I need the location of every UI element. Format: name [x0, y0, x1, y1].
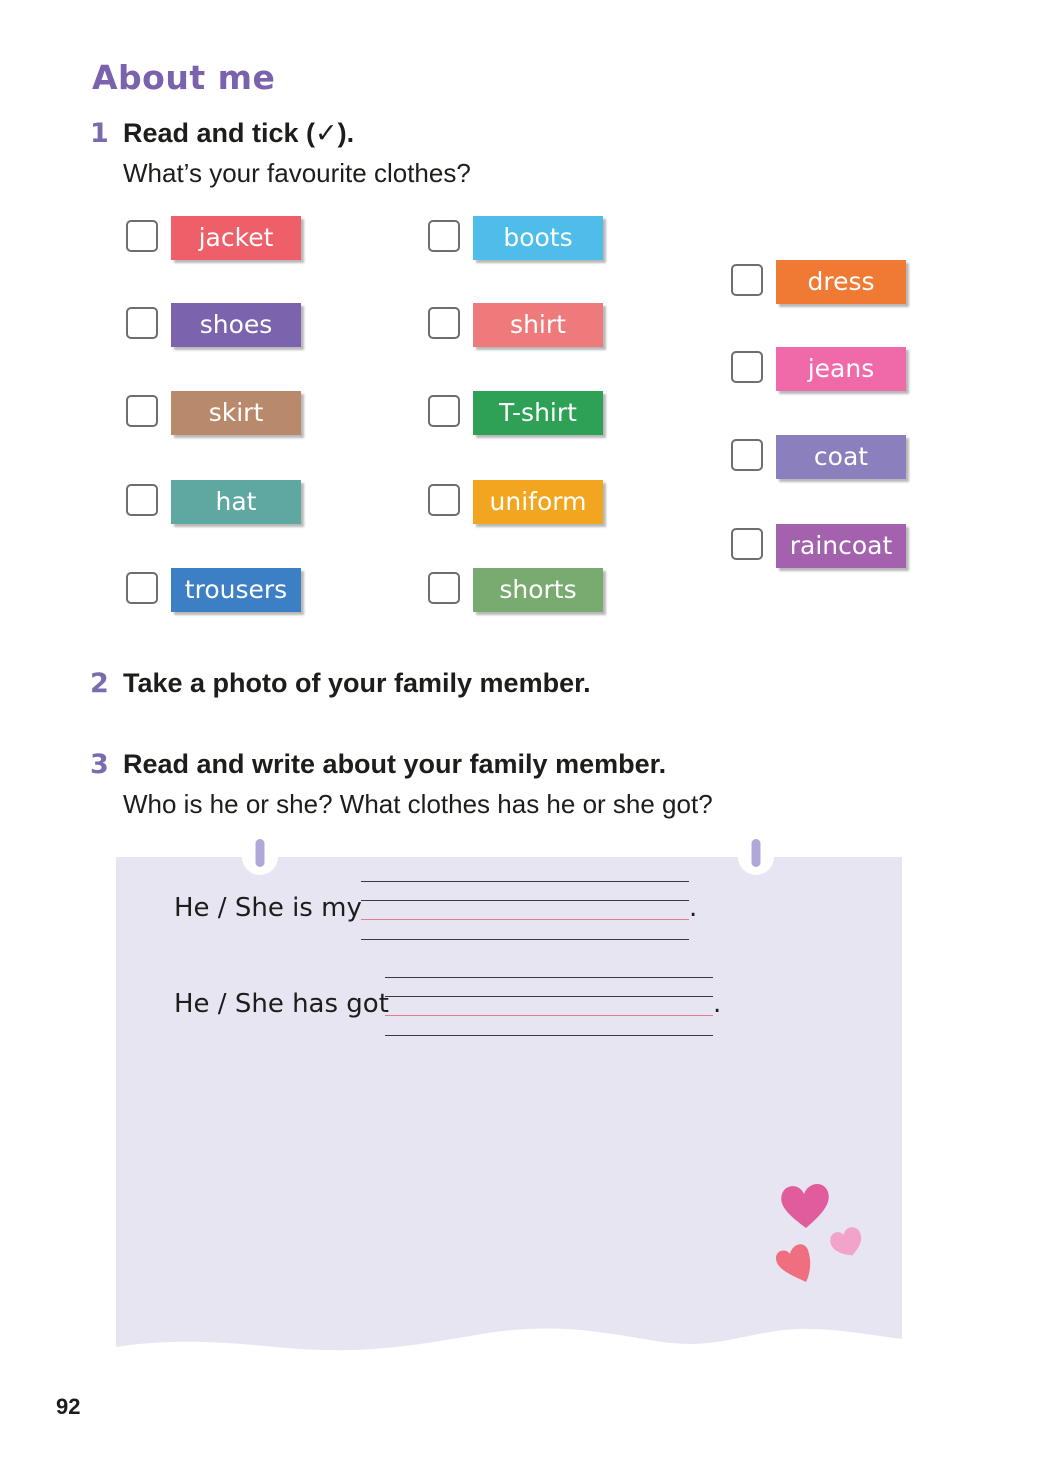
word-tag-t-shirt: T-shirt — [473, 391, 603, 435]
tick-box-jacket[interactable] — [126, 220, 158, 252]
tick-box-shirt[interactable] — [428, 307, 460, 339]
sentence-1-period: . — [689, 893, 698, 923]
word-tag-skirt: skirt — [171, 391, 301, 435]
pin-right-icon — [738, 836, 774, 878]
task-3-number: 3 — [90, 749, 109, 780]
word-tag-raincoat: raincoat — [776, 524, 906, 568]
pin-left-icon — [242, 836, 278, 878]
section-title: About me — [92, 58, 276, 97]
word-tag-jacket: jacket — [171, 216, 301, 260]
tick-box-coat[interactable] — [731, 439, 763, 471]
word-tag-trousers: trousers — [171, 568, 301, 612]
tick-box-dress[interactable] — [731, 264, 763, 296]
tick-box-skirt[interactable] — [126, 395, 158, 427]
tick-box-hat[interactable] — [126, 484, 158, 516]
sentence-1-prompt: He / She is my — [174, 893, 362, 923]
task-2-instruction: Take a photo of your family member. — [123, 668, 591, 698]
tick-box-shorts[interactable] — [428, 572, 460, 604]
tick-box-boots[interactable] — [428, 220, 460, 252]
writing-baseline-1[interactable] — [361, 919, 689, 920]
word-tag-dress: dress — [776, 260, 906, 304]
task-1-number: 1 — [90, 118, 109, 149]
tick-box-uniform[interactable] — [428, 484, 460, 516]
sentence-2-prompt: He / She has got — [174, 989, 389, 1019]
task-3-instruction: Read and write about your family member. — [123, 749, 667, 779]
writing-line-bottom — [385, 1035, 713, 1036]
word-tag-hat: hat — [171, 480, 301, 524]
page-number: 92 — [56, 1394, 81, 1419]
writing-line-top — [385, 977, 713, 978]
writing-line-mid — [385, 996, 713, 997]
task-3-question: Who is he or she? What clothes has he or she got? — [123, 789, 713, 819]
word-tag-shorts: shorts — [473, 568, 603, 612]
writing-line-bottom — [361, 939, 689, 940]
word-tag-shirt: shirt — [473, 303, 603, 347]
word-tag-coat: coat — [776, 435, 906, 479]
writing-line-mid — [361, 900, 689, 901]
sentence-2-period: . — [713, 989, 722, 1019]
tick-box-jeans[interactable] — [731, 351, 763, 383]
task-2-number: 2 — [90, 668, 109, 699]
tick-box-t-shirt[interactable] — [428, 395, 460, 427]
tick-box-raincoat[interactable] — [731, 528, 763, 560]
hearts-decoration-icon — [770, 1178, 880, 1293]
writing-line-top — [361, 881, 689, 882]
writing-baseline-2[interactable] — [385, 1015, 713, 1016]
word-tag-uniform: uniform — [473, 480, 603, 524]
task-1-question: What’s your favourite clothes? — [123, 158, 471, 188]
tick-box-shoes[interactable] — [126, 307, 158, 339]
task-1-instruction: Read and tick (✓). — [123, 118, 355, 148]
word-tag-shoes: shoes — [171, 303, 301, 347]
word-tag-jeans: jeans — [776, 347, 906, 391]
word-tag-boots: boots — [473, 216, 603, 260]
tick-box-trousers[interactable] — [126, 572, 158, 604]
